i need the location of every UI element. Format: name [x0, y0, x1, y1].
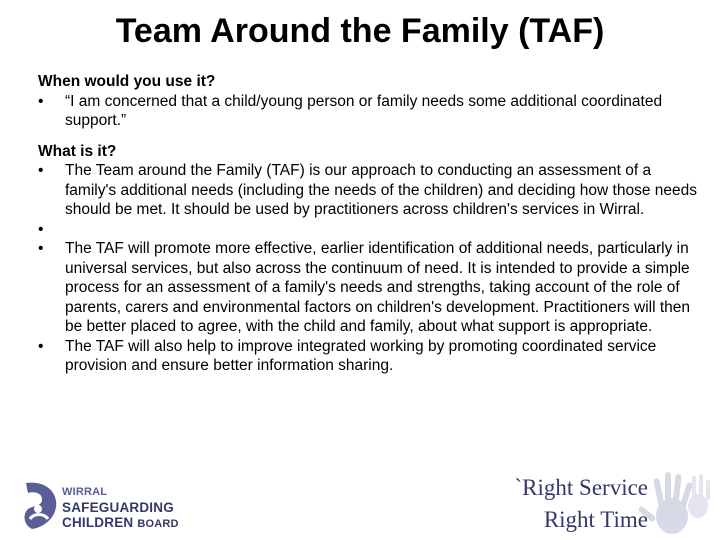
hand-figure-logo-icon	[20, 479, 60, 531]
bullet-text: The TAF will also help to improve integrated working by promoting coordinated service provision and ensure better information sharing.	[65, 337, 657, 374]
logo-wordmark	[62, 485, 179, 532]
section-heading-when: When would you use it?	[38, 73, 216, 90]
bullet-glyph: •	[38, 337, 44, 355]
bullet-glyph: •	[38, 162, 44, 179]
logo-line-wirral: WIRRAL	[62, 486, 108, 498]
slogan-line-right-service: `Right Service	[514, 475, 648, 500]
logo-line-safeguarding: SAFEGUARDING	[62, 500, 174, 515]
list-item	[38, 337, 703, 376]
bullet-text: The Team around the Family (TAF) is our approach to conducting an assessment of a family's additional needs (including the needs of the children) and deciding how those needs should be met. It should be used by practitioners across children's services in Wirral.	[65, 162, 697, 218]
content-body	[38, 72, 703, 376]
list-item	[38, 161, 703, 220]
bullet-list-when	[38, 92, 703, 131]
logo-word-board: BOARD	[137, 518, 179, 530]
logo-line-children-board	[62, 515, 179, 532]
list-item	[38, 92, 703, 131]
list-item-empty	[38, 220, 703, 240]
page-title: Team Around the Family (TAF)	[115, 12, 605, 50]
bullet-list-what	[38, 161, 703, 376]
list-item	[38, 239, 703, 337]
bullet-glyph: •	[38, 220, 44, 238]
bullet-text: The TAF will promote more effective, earlier identification of additional needs, particularly in universal services, but also across the continuum of need. It is intended to provide a simple process for an assessment of a family's needs and strengths, taking account of the role of parents, carers and environmental factors on children's development. Practitioners will then be better placed to agree, with the child and family, about what support is appropriate.	[65, 240, 690, 335]
section-heading-what: What is it?	[38, 142, 117, 160]
bullet-glyph: •	[38, 92, 44, 110]
bullet-glyph: •	[38, 240, 44, 257]
bullet-text: “I am concerned that a child/young person or family needs some additional coordinated support.”	[65, 92, 663, 129]
wirral-safeguarding-logo	[20, 479, 220, 531]
slogan-line-right-time: Right Time	[543, 507, 648, 532]
slogan	[515, 472, 649, 536]
logo-word-children: CHILDREN	[62, 515, 134, 530]
